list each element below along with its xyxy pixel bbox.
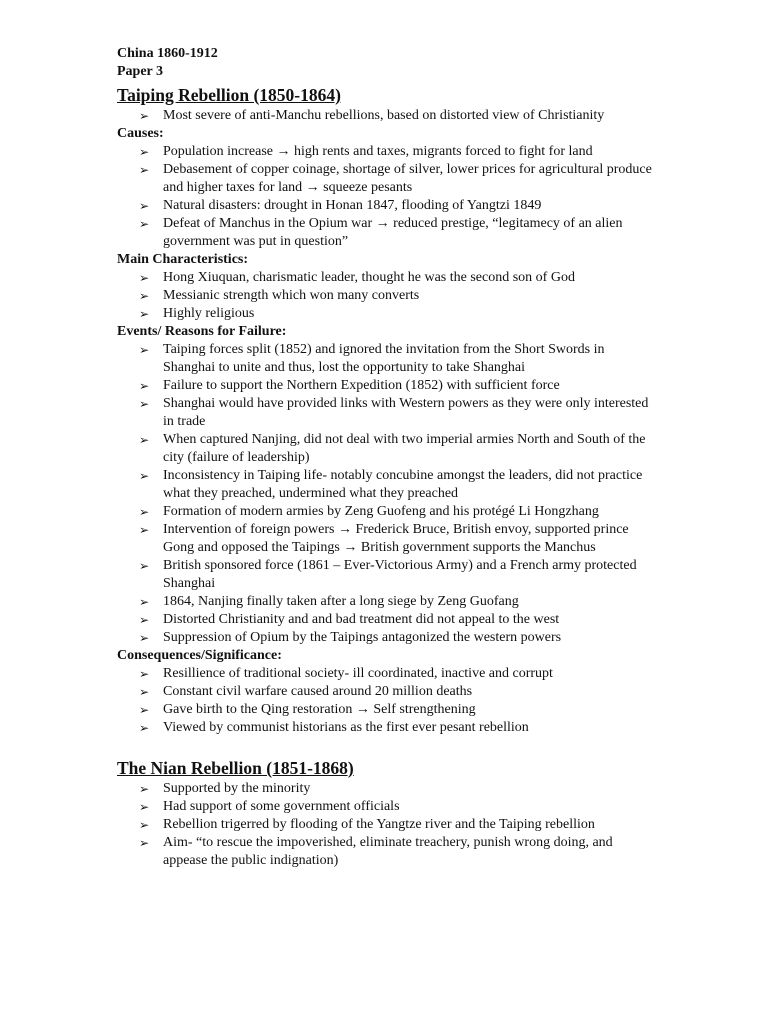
list-item — [117, 197, 657, 215]
list-item-text: Rebellion trigerred by flooding of the Yangtze river and the Taiping rebellion — [163, 817, 595, 832]
causes-heading: Causes: — [117, 126, 164, 141]
arrow-bullet-icon: ➢ — [139, 703, 150, 717]
arrow-bullet-icon: ➢ — [139, 800, 150, 814]
arrow-bullet-icon: ➢ — [139, 631, 150, 645]
list-item — [117, 611, 657, 629]
list-item — [117, 798, 657, 816]
list-item — [117, 107, 657, 125]
list-item-text: Distorted Christianity and and bad treatment did not appeal to the west — [163, 612, 560, 627]
list-item-text: Resillience of traditional society- ill coordinated, inactive and corrupt — [163, 666, 553, 681]
arrow-bullet-icon: ➢ — [139, 523, 150, 537]
characteristics-heading: Main Characteristics: — [117, 252, 249, 267]
list-item-text: Hong Xiuquan, charismatic leader, thought he was the second son of God — [163, 270, 575, 285]
nian-list — [117, 780, 657, 870]
list-item — [117, 816, 657, 834]
arrow-bullet-icon: ➢ — [139, 595, 150, 609]
arrow-bullet-icon: ➢ — [139, 505, 150, 519]
arrow-bullet-icon: ➢ — [139, 397, 150, 411]
list-item — [117, 341, 657, 377]
list-item — [117, 395, 657, 431]
arrow-bullet-icon: ➢ — [139, 667, 150, 681]
taiping-intro-list — [117, 107, 657, 125]
list-item — [117, 305, 657, 323]
list-item — [117, 143, 657, 161]
arrow-bullet-icon: ➢ — [139, 685, 150, 699]
arrow-bullet-icon: ➢ — [139, 559, 150, 573]
arrow-bullet-icon: ➢ — [139, 613, 150, 627]
arrow-bullet-icon: ➢ — [139, 109, 150, 123]
arrow-bullet-icon: ➢ — [139, 379, 150, 393]
list-item — [117, 215, 657, 251]
list-item — [117, 665, 657, 683]
list-item-text: Inconsistency in Taiping life- notably concubine amongst the leaders, did not practice what they preached, undermined what they preached — [163, 468, 643, 501]
causes-list — [117, 143, 657, 251]
section-title-nian: The Nian Rebellion (1851-1868) — [117, 758, 354, 778]
list-item — [117, 503, 657, 521]
events-heading: Events/ Reasons for Failure: — [117, 324, 287, 339]
arrow-bullet-icon: ➢ — [139, 818, 150, 832]
list-item-text: When captured Nanjing, did not deal with two imperial armies North and South of the city (failure of leadership) — [163, 432, 646, 465]
list-item — [117, 593, 657, 611]
list-item-text: Suppression of Opium by the Taipings antagonized the western powers — [163, 630, 562, 645]
list-item-text: Highly religious — [163, 306, 255, 321]
arrow-bullet-icon: ➢ — [139, 289, 150, 303]
arrow-bullet-icon: ➢ — [139, 343, 150, 357]
list-item — [117, 269, 657, 287]
list-item-text: Messianic strength which won many converts — [163, 288, 420, 303]
list-item-text: Most severe of anti-Manchu rebellions, based on distorted view of Christianity — [163, 108, 605, 123]
arrow-bullet-icon: ➢ — [139, 782, 150, 796]
list-item-text: Natural disasters: drought in Honan 1847, flooding of Yangtzi 1849 — [163, 198, 542, 213]
list-item-text: Shanghai would have provided links with Western powers as they were only interested in trade — [163, 396, 649, 429]
list-item — [117, 701, 657, 719]
list-item-text: Taiping forces split (1852) and ignored the invitation from the Short Swords in Shanghai to unite and thus, lost the opportunity to take Shanghai — [163, 342, 605, 375]
arrow-bullet-icon: ➢ — [139, 217, 150, 231]
paper-label: Paper 3 — [117, 64, 164, 79]
list-item-text: Had support of some government officials — [163, 799, 400, 814]
list-item-text: Failure to support the Northern Expedition (1852) with sufficient force — [163, 378, 560, 393]
arrow-bullet-icon: ➢ — [139, 307, 150, 321]
arrow-bullet-icon: ➢ — [139, 469, 150, 483]
list-item — [117, 467, 657, 503]
list-item-text: British sponsored force (1861 – Ever-Victorious Army) and a French army protected Shanghai — [163, 558, 637, 591]
list-item — [117, 629, 657, 647]
events-list — [117, 341, 657, 647]
list-item-text: Supported by the minority — [163, 781, 311, 796]
section-title-taiping: Taiping Rebellion (1850-1864) — [117, 85, 341, 105]
list-item — [117, 683, 657, 701]
consequences-heading: Consequences/Significance: — [117, 648, 282, 663]
list-item-text: Debasement of copper coinage, shortage of silver, lower prices for agricultural produce and higher taxes for land → squeeze pesants — [163, 162, 652, 195]
list-item — [117, 431, 657, 467]
arrow-bullet-icon: ➢ — [139, 721, 150, 735]
list-item-text: 1864, Nanjing finally taken after a long siege by Zeng Guofang — [163, 594, 519, 609]
arrow-bullet-icon: ➢ — [139, 199, 150, 213]
arrow-bullet-icon: ➢ — [139, 836, 150, 850]
document-content — [117, 45, 657, 870]
list-item-text: Gave birth to the Qing restoration → Self strengthening — [163, 702, 476, 717]
list-item-text: Intervention of foreign powers → Frederick Bruce, British envoy, supported prince Gong and opposed the Taipings → British government supports the Manchus — [163, 522, 629, 555]
list-item — [117, 834, 657, 870]
list-item — [117, 287, 657, 305]
list-item-text: Defeat of Manchus in the Opium war → reduced prestige, “legitamecy of an alien government was put in question” — [163, 216, 623, 249]
list-item — [117, 557, 657, 593]
arrow-bullet-icon: ➢ — [139, 163, 150, 177]
list-item — [117, 521, 657, 557]
list-item-text: Formation of modern armies by Zeng Guofeng and his protégé Li Hongzhang — [163, 504, 599, 519]
list-item-text: Population increase → high rents and taxes, migrants forced to fight for land — [163, 144, 593, 159]
course-title: China 1860-1912 — [117, 46, 218, 61]
arrow-bullet-icon: ➢ — [139, 271, 150, 285]
arrow-bullet-icon: ➢ — [139, 145, 150, 159]
list-item-text: Aim- “to rescue the impoverished, eliminate treachery, punish wrong doing, and appease the public indignation) — [163, 835, 613, 868]
arrow-bullet-icon: ➢ — [139, 433, 150, 447]
list-item — [117, 377, 657, 395]
list-item — [117, 719, 657, 737]
characteristics-list — [117, 269, 657, 323]
list-item — [117, 161, 657, 197]
list-item-text: Viewed by communist historians as the first ever pesant rebellion — [163, 720, 529, 735]
consequences-list — [117, 665, 657, 737]
list-item-text: Constant civil warfare caused around 20 million deaths — [163, 684, 473, 699]
list-item — [117, 780, 657, 798]
